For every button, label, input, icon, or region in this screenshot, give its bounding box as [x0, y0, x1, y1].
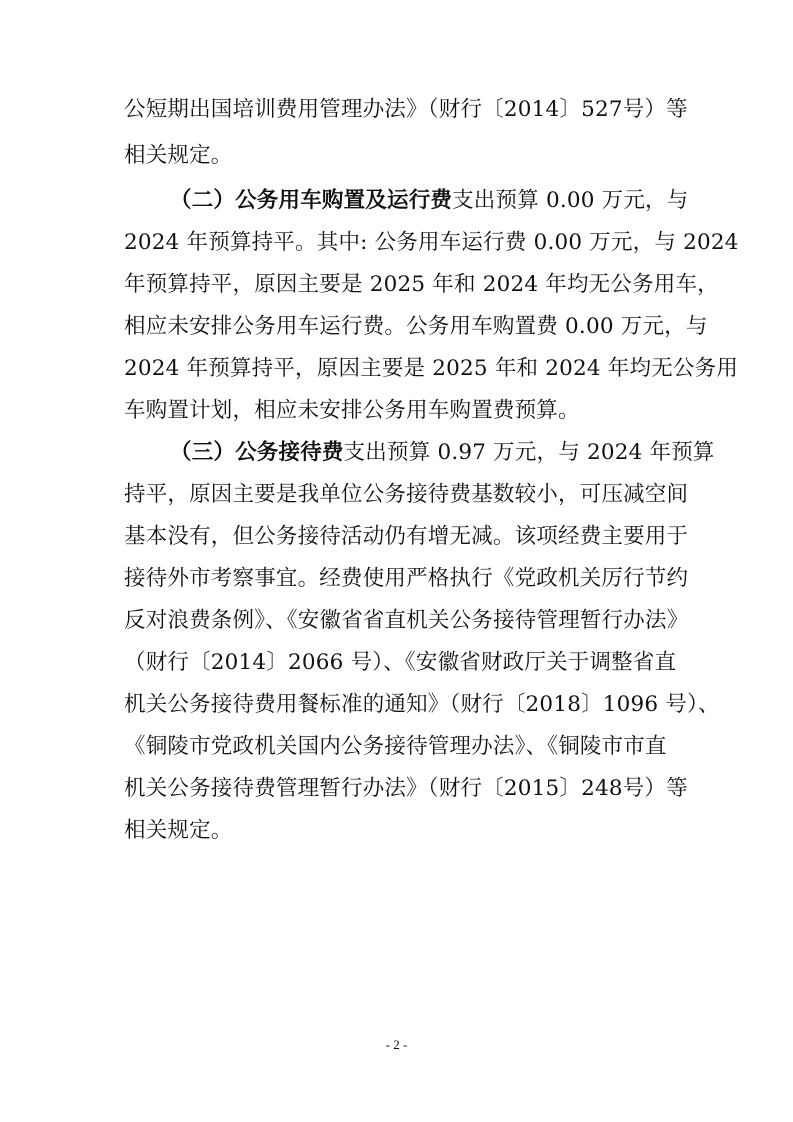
paragraph-first-line [170, 437, 730, 469]
text-line: 相应未安排公务用车运行费。公务用车购置费 0.00 万元，与 [124, 314, 708, 339]
text-line: 《铜陵市党政机关国内公务接待管理办法》、《铜陵市市直 [124, 734, 667, 759]
text-line: 机关公务接待费用餐标准的通知》（财行〔2018〕1096 号）、 [124, 692, 720, 717]
paragraph-first-line [170, 185, 730, 217]
text-line: 基本没有，但公务接待活动仍有增无减。该项经费主要用于 [124, 524, 689, 549]
section-heading-vehicle: （二）公务用车购置及运行费 [170, 188, 453, 213]
text-line: 2024 年预算持平。其中: 公务用车运行费 0.00 万元，与 2024 [124, 230, 739, 255]
text-line: 机关公务接待费管理暂行办法》（财行〔2015〕248号）等 [124, 776, 688, 801]
text-run: 支出预算 0.00 万元，与 [452, 188, 689, 213]
text-run: 支出预算 0.97 万元，与 2024 年预算 [343, 440, 715, 465]
text-line: 相关规定。 [124, 818, 233, 843]
text-line: 车购置计划，相应未安排公务用车购置费预算。 [124, 398, 580, 423]
text-line: 反对浪费条例》、《安徽省省直机关公务接待管理暂行办法》 [124, 608, 689, 633]
text-line: 公短期出国培训费用管理办法》（财行〔2014〕527号）等 [124, 97, 688, 122]
text-line: 2024 年预算持平，原因主要是 2025 年和 2024 年均无公务用 [124, 356, 739, 381]
text-line: 相关规定。 [124, 143, 233, 168]
text-line: （财行〔2014〕2066 号）、《安徽省财政厅关于调整省直 [124, 650, 677, 675]
text-line: 持平，原因主要是我单位公务接待费基数较小，可压减空间 [124, 482, 689, 507]
text-line: 年预算持平，原因主要是 2025 年和 2024 年均无公务用车， [124, 272, 719, 297]
page-number: - 2 - [385, 1037, 408, 1052]
text-line: 接待外市考察事宜。经费使用严格执行《党政机关厉行节约 [124, 566, 689, 591]
section-heading-reception: （三）公务接待费 [170, 440, 344, 465]
